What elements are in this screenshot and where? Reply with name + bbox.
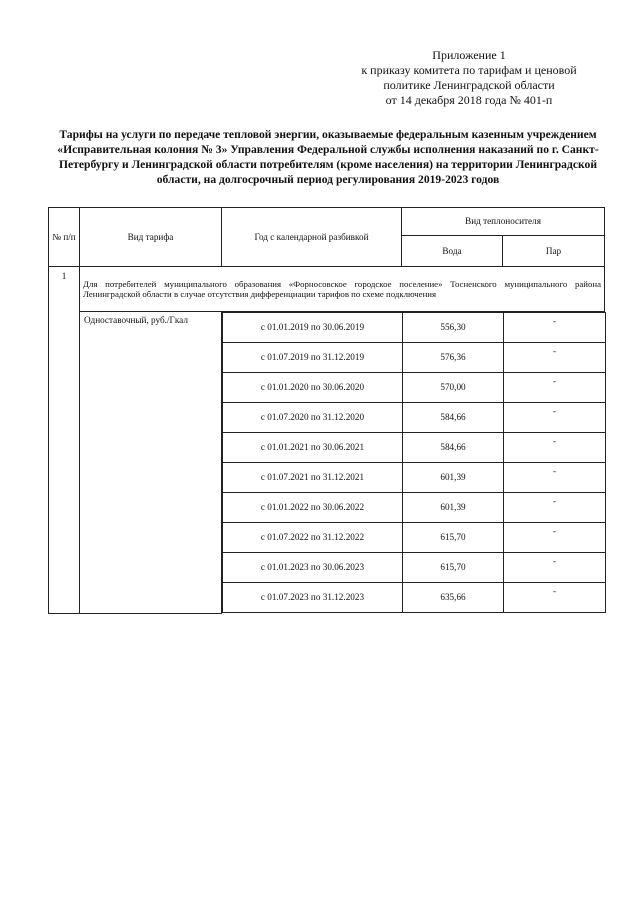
tariff-type: Одноставочный, руб./Гкал <box>80 312 222 614</box>
water-value: 556,30 <box>403 313 504 343</box>
consumer-row <box>49 267 605 312</box>
table-row <box>223 523 606 553</box>
appendix-line: к приказу комитета по тарифам и ценовой <box>361 63 577 77</box>
steam-value: - <box>504 403 606 433</box>
header-year: Год с календарной разбивкой <box>222 208 402 267</box>
appendix-line: от 14 декабря 2018 года № 401-п <box>385 93 553 107</box>
steam-value: - <box>504 313 606 343</box>
water-value: 576,36 <box>403 343 504 373</box>
steam-value: - <box>504 433 606 463</box>
water-value: 570,00 <box>403 373 504 403</box>
header-row <box>49 208 605 236</box>
table-row <box>223 343 606 373</box>
table-row <box>223 583 606 613</box>
period-cell: с 01.07.2020 по 31.12.2020 <box>223 403 403 433</box>
period-table <box>222 312 606 613</box>
table-row <box>223 313 606 343</box>
water-value: 635,66 <box>403 583 504 613</box>
table-row <box>223 433 606 463</box>
water-value: 615,70 <box>403 553 504 583</box>
period-cell: с 01.01.2020 по 30.06.2020 <box>223 373 403 403</box>
tariff-table <box>48 207 605 614</box>
document-title: Тарифы на услуги по передаче тепловой энергии, оказываемые федеральным казенным учреждением «Исправительная колония № 3» Управления Федеральной службы исполнения наказаний по г. Санкт-Петербургу и Ленинградской области потребителям (кроме населения) на территории Ленинградской области, на долгосрочный период регулирования 2019-2023 годов <box>57 128 599 186</box>
header-num: № п/п <box>49 208 80 267</box>
water-value: 615,70 <box>403 523 504 553</box>
header-steam: Пар <box>503 236 605 267</box>
appendix-line: политике Ленинградской области <box>383 78 555 92</box>
steam-value: - <box>504 523 606 553</box>
appendix-block <box>350 48 588 108</box>
period-cell: с 01.01.2019 по 30.06.2019 <box>223 313 403 343</box>
steam-value: - <box>504 553 606 583</box>
table-row <box>223 403 606 433</box>
header-water: Вода <box>402 236 503 267</box>
table-row <box>223 553 606 583</box>
header-tariff-type: Вид тарифа <box>80 208 222 267</box>
period-cell: с 01.07.2023 по 31.12.2023 <box>223 583 403 613</box>
water-value: 601,39 <box>403 463 504 493</box>
water-value: 584,66 <box>403 433 504 463</box>
period-cell: с 01.01.2023 по 30.06.2023 <box>223 553 403 583</box>
appendix-line: Приложение 1 <box>432 48 506 62</box>
water-value: 601,39 <box>403 493 504 523</box>
period-cell: с 01.01.2022 по 30.06.2022 <box>223 493 403 523</box>
steam-value: - <box>504 493 606 523</box>
steam-value: - <box>504 463 606 493</box>
steam-value: - <box>504 373 606 403</box>
period-cell: с 01.07.2021 по 31.12.2021 <box>223 463 403 493</box>
period-block <box>222 312 605 614</box>
table-row <box>223 493 606 523</box>
tariff-block-row <box>49 312 605 614</box>
period-cell: с 01.01.2021 по 30.06.2021 <box>223 433 403 463</box>
table-row <box>223 463 606 493</box>
water-value: 584,66 <box>403 403 504 433</box>
steam-value: - <box>504 343 606 373</box>
header-carrier: Вид теплоносителя <box>402 208 605 236</box>
steam-value: - <box>504 583 606 613</box>
period-cell: с 01.07.2019 по 31.12.2019 <box>223 343 403 373</box>
consumer-group: Для потребителей муниципального образования «Форносовское городское поселение» Тосненского муниципального района Ленинградской области в случае отсутствия дифференциации тарифов по схеме подключения <box>80 267 605 312</box>
table-row <box>223 373 606 403</box>
period-cell: с 01.07.2022 по 31.12.2022 <box>223 523 403 553</box>
row-number: 1 <box>49 267 80 614</box>
